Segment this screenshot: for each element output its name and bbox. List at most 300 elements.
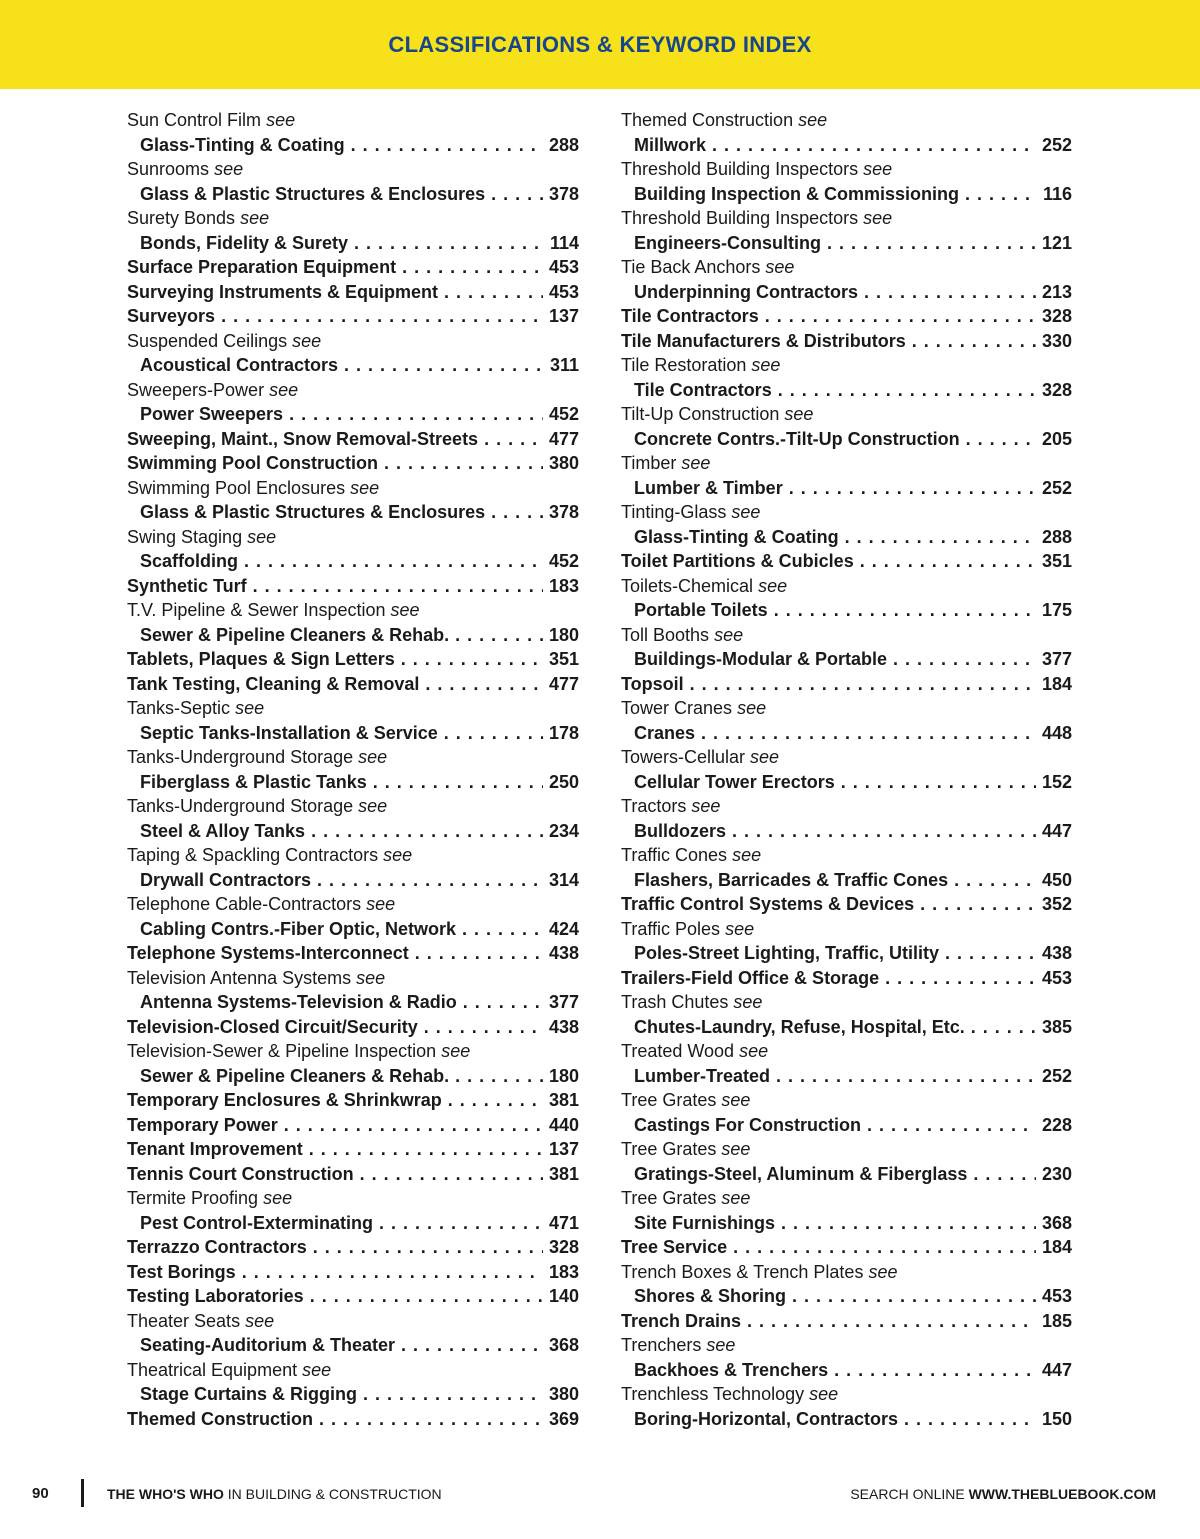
index-classification: Stage Curtains & Rigging xyxy=(140,1384,358,1404)
index-term: Traffic Poles xyxy=(621,918,721,939)
dot-leader xyxy=(726,819,1036,844)
index-see-entry xyxy=(621,353,1072,378)
dot-leader xyxy=(854,549,1036,574)
index-classification: Castings For Construction xyxy=(634,1114,862,1135)
page-reference: 330 xyxy=(1041,330,1072,351)
index-classification: Glass & Plastic Structures & Enclosures xyxy=(140,502,486,522)
see-reference: see xyxy=(263,1188,293,1208)
see-reference: see xyxy=(366,894,396,914)
see-reference: see xyxy=(441,1041,471,1061)
page-reference: 378 xyxy=(548,183,579,204)
page-reference: 453 xyxy=(1041,967,1072,988)
page-reference: 424 xyxy=(548,918,579,939)
index-entry xyxy=(127,647,579,672)
index-term: Toilets-Chemical xyxy=(621,575,754,596)
index-classification: Drywall Contractors xyxy=(140,869,312,890)
index-classification: Bonds, Fidelity & Surety xyxy=(140,232,349,253)
index-entry xyxy=(127,1088,579,1113)
see-reference: see xyxy=(721,1139,751,1159)
page-reference: 183 xyxy=(548,575,579,596)
index-term: Tile Restoration xyxy=(621,355,747,375)
index-term: Themed Construction xyxy=(621,110,794,130)
dot-leader xyxy=(786,1284,1036,1309)
page-reference: 252 xyxy=(1041,134,1072,155)
index-cross-reference xyxy=(621,941,1072,966)
index-cross-reference xyxy=(621,721,1072,746)
dot-leader xyxy=(247,574,543,599)
dot-leader xyxy=(449,1064,543,1089)
see-reference: see xyxy=(751,355,781,375)
dot-leader xyxy=(821,231,1036,256)
index-classification: Underpinning Contractors xyxy=(634,281,858,302)
index-classification: Site Furnishings xyxy=(634,1212,776,1233)
index-see-entry xyxy=(621,794,1072,819)
index-cross-reference xyxy=(127,231,579,256)
page-reference: 228 xyxy=(1041,1114,1072,1135)
index-classification: Terrazzo Contractors xyxy=(127,1237,307,1257)
index-cross-reference xyxy=(127,868,579,893)
index-term: Suspended Ceilings xyxy=(127,330,288,351)
dot-leader xyxy=(418,1015,543,1040)
index-entry xyxy=(127,255,579,280)
index-cross-reference xyxy=(127,402,579,427)
dot-leader xyxy=(768,598,1036,623)
dot-leader xyxy=(357,1382,543,1407)
dot-leader xyxy=(419,672,543,697)
index-classification: Power Sweepers xyxy=(140,404,284,424)
see-reference: see xyxy=(739,1041,769,1061)
index-entry xyxy=(621,672,1072,697)
index-cross-reference xyxy=(621,1064,1072,1089)
index-see-entry xyxy=(621,843,1072,868)
website-link[interactable]: WWW.THEBLUEBOOK.COM xyxy=(968,1486,1156,1502)
index-term: Tower Cranes xyxy=(621,698,733,718)
index-cross-reference xyxy=(621,770,1072,795)
index-term: Telephone Cable-Contractors xyxy=(127,894,362,914)
index-see-entry xyxy=(127,966,579,991)
see-reference: see xyxy=(245,1310,275,1331)
index-term: Trench Boxes & Trench Plates xyxy=(621,1261,864,1282)
header-banner xyxy=(0,0,1200,89)
index-cross-reference xyxy=(127,1064,579,1089)
index-cross-reference xyxy=(621,1407,1072,1432)
page-reference: 213 xyxy=(1041,281,1072,302)
index-see-entry xyxy=(621,623,1072,648)
see-reference: see xyxy=(358,796,388,816)
dot-leader xyxy=(373,1211,543,1236)
see-reference: see xyxy=(691,796,721,816)
index-cross-reference xyxy=(127,1333,579,1358)
index-entry xyxy=(127,1235,579,1260)
dot-leader xyxy=(879,966,1036,991)
page-reference: 234 xyxy=(548,820,579,841)
dot-leader xyxy=(305,819,543,844)
dot-leader xyxy=(741,1309,1036,1334)
index-classification: Building Inspection & Commissioning xyxy=(634,183,960,204)
index-entry xyxy=(127,1260,579,1285)
index-column-left xyxy=(127,108,579,1431)
dot-leader xyxy=(278,1113,543,1138)
index-entry xyxy=(621,966,1072,991)
index-see-entry xyxy=(621,255,1072,280)
page-reference: 380 xyxy=(548,1384,579,1404)
dot-leader xyxy=(727,1235,1036,1260)
dot-leader xyxy=(283,402,543,427)
see-reference: see xyxy=(809,1384,839,1404)
index-classification: Testing Laboratories xyxy=(127,1286,304,1306)
index-cross-reference xyxy=(621,1358,1072,1383)
index-term: Tanks-Septic xyxy=(127,698,231,718)
index-see-entry xyxy=(127,1039,579,1064)
dot-leader xyxy=(215,304,543,329)
index-term: Trash Chutes xyxy=(621,992,729,1012)
page-reference: 352 xyxy=(1041,894,1072,914)
dot-leader xyxy=(367,770,543,795)
index-see-entry xyxy=(127,476,579,501)
index-entry xyxy=(127,280,579,305)
index-see-entry xyxy=(127,1309,579,1334)
page-reference: 114 xyxy=(549,232,579,253)
index-term: Towers-Cellular xyxy=(621,747,746,767)
index-term: Trenchless Technology xyxy=(621,1384,805,1404)
page-reference: 252 xyxy=(1041,477,1072,498)
index-classification: Themed Construction xyxy=(127,1408,314,1429)
index-cross-reference xyxy=(621,868,1072,893)
index-cross-reference xyxy=(621,1211,1072,1236)
index-see-entry xyxy=(127,745,579,770)
see-reference: see xyxy=(714,624,744,645)
index-term: Taping & Spackling Contractors xyxy=(127,845,379,865)
see-reference: see xyxy=(750,747,780,767)
dot-leader xyxy=(348,231,544,256)
see-reference: see xyxy=(733,992,763,1012)
page-reference: 477 xyxy=(548,428,579,449)
page-reference: 116 xyxy=(1042,183,1072,204)
page-reference: 184 xyxy=(1041,1237,1072,1257)
index-see-entry xyxy=(621,1382,1072,1407)
index-cross-reference xyxy=(127,990,579,1015)
index-classification: Tile Manufacturers & Distributors xyxy=(621,330,906,351)
index-entry xyxy=(621,329,1072,354)
index-entry xyxy=(621,892,1072,917)
index-classification: Trench Drains xyxy=(621,1310,742,1331)
index-cross-reference xyxy=(127,182,579,207)
index-see-entry xyxy=(127,157,579,182)
index-term: Termite Proofing xyxy=(127,1188,259,1208)
see-reference: see xyxy=(868,1261,898,1282)
see-reference: see xyxy=(266,110,296,130)
page-reference: 385 xyxy=(1041,1016,1072,1037)
index-classification: Surveyors xyxy=(127,306,216,326)
index-classification: Pest Control-Exterminating xyxy=(140,1212,374,1233)
index-cross-reference xyxy=(127,353,579,378)
index-see-entry xyxy=(127,696,579,721)
dot-leader xyxy=(438,721,543,746)
see-reference: see xyxy=(721,1090,751,1110)
index-see-entry xyxy=(127,1358,579,1383)
index-classification: Toilet Partitions & Cubicles xyxy=(621,551,854,571)
page-reference: 314 xyxy=(548,869,579,890)
index-classification: Tablets, Plaques & Sign Letters xyxy=(127,649,395,669)
page-reference: 438 xyxy=(548,1016,579,1037)
dot-leader xyxy=(354,1162,543,1187)
index-classification: Lumber & Timber xyxy=(634,477,783,498)
dot-leader xyxy=(442,1088,543,1113)
index-cross-reference xyxy=(127,549,579,574)
index-classification: Sewer & Pipeline Cleaners & Rehab. xyxy=(140,624,450,645)
index-cross-reference xyxy=(621,280,1072,305)
index-term: Swimming Pool Enclosures xyxy=(127,477,346,498)
index-term: Toll Booths xyxy=(621,624,710,645)
page-reference: 183 xyxy=(548,1261,579,1282)
index-term: Tree Grates xyxy=(621,1139,717,1159)
index-cross-reference xyxy=(127,819,579,844)
see-reference: see xyxy=(269,379,299,400)
publication-name-bold: THE WHO'S WHO xyxy=(107,1486,224,1502)
index-classification: Tennis Court Construction xyxy=(127,1163,354,1184)
index-see-entry xyxy=(127,206,579,231)
see-reference: see xyxy=(383,845,413,865)
dot-leader xyxy=(485,182,543,207)
index-classification: Surface Preparation Equipment xyxy=(127,257,397,277)
index-classification: Cranes xyxy=(634,722,696,743)
publication-name xyxy=(107,1486,442,1502)
page-reference: 477 xyxy=(548,673,579,694)
index-term: Threshold Building Inspectors xyxy=(621,159,859,179)
dot-leader xyxy=(485,500,543,525)
index-term: Theater Seats xyxy=(127,1310,241,1331)
page-reference: 453 xyxy=(548,257,579,277)
dot-leader xyxy=(311,868,543,893)
page-number: 90 xyxy=(32,1485,49,1502)
page-reference: 205 xyxy=(1041,428,1072,449)
index-cross-reference xyxy=(621,231,1072,256)
index-see-entry xyxy=(621,1088,1072,1113)
page-reference: 438 xyxy=(548,943,579,963)
index-entry xyxy=(127,451,579,476)
page-reference: 452 xyxy=(548,551,579,571)
index-classification: Temporary Power xyxy=(127,1114,278,1135)
index-classification: Glass & Plastic Structures & Enclosures xyxy=(140,183,486,204)
page-reference: 178 xyxy=(548,722,579,743)
index-see-entry xyxy=(127,329,579,354)
dot-leader xyxy=(772,378,1036,403)
page-reference: 368 xyxy=(548,1335,579,1355)
see-reference: see xyxy=(390,600,420,620)
index-entry xyxy=(127,427,579,452)
index-term: Tractors xyxy=(621,796,687,816)
see-reference: see xyxy=(240,208,270,228)
index-classification: Swimming Pool Construction xyxy=(127,453,378,473)
dot-leader xyxy=(775,1211,1036,1236)
index-entry xyxy=(127,1137,579,1162)
index-cross-reference xyxy=(127,917,579,942)
see-reference: see xyxy=(681,453,711,473)
index-classification: Tank Testing, Cleaning & Removal xyxy=(127,673,420,694)
index-see-entry xyxy=(621,157,1072,182)
dot-leader xyxy=(948,868,1036,893)
index-classification: Acoustical Contractors xyxy=(140,355,339,375)
dot-leader xyxy=(684,672,1036,697)
dot-leader xyxy=(303,1137,543,1162)
page-reference: 447 xyxy=(1041,1359,1072,1380)
index-see-entry xyxy=(621,451,1072,476)
index-entry xyxy=(127,672,579,697)
dot-leader xyxy=(236,1260,543,1285)
index-see-entry xyxy=(621,696,1072,721)
index-cross-reference xyxy=(127,1211,579,1236)
see-reference: see xyxy=(737,698,767,718)
index-classification: Bulldozers xyxy=(634,820,727,841)
index-entry xyxy=(127,1113,579,1138)
index-classification: Portable Toilets xyxy=(634,600,768,620)
dot-leader xyxy=(967,1162,1036,1187)
publication-name-rest: IN BUILDING & CONSTRUCTION xyxy=(223,1486,442,1502)
page-reference: 150 xyxy=(1041,1408,1072,1429)
search-online-label: SEARCH ONLINE xyxy=(850,1486,969,1502)
index-classification: Lumber-Treated xyxy=(634,1065,771,1086)
page-reference: 381 xyxy=(548,1090,579,1110)
page-reference: 471 xyxy=(548,1212,579,1233)
search-online xyxy=(850,1486,1156,1502)
index-classification: Millwork xyxy=(634,134,707,155)
index-see-entry xyxy=(621,500,1072,525)
dot-leader xyxy=(238,549,543,574)
index-classification: Backhoes & Trenchers xyxy=(634,1359,829,1380)
page-reference: 448 xyxy=(1041,722,1072,743)
index-classification: Trailers-Field Office & Storage xyxy=(621,967,880,988)
page-reference: 180 xyxy=(548,1065,579,1086)
index-cross-reference xyxy=(621,1113,1072,1138)
page-reference: 252 xyxy=(1041,1065,1072,1086)
dot-leader xyxy=(695,721,1036,746)
index-see-entry xyxy=(621,574,1072,599)
page-reference: 450 xyxy=(1041,869,1072,890)
index-term: Theatrical Equipment xyxy=(127,1359,298,1380)
page-reference: 328 xyxy=(1041,379,1072,400)
see-reference: see xyxy=(725,918,755,939)
index-classification: Concrete Contrs.-Tilt-Up Construction xyxy=(634,428,960,449)
see-reference: see xyxy=(356,967,386,988)
dot-leader xyxy=(959,182,1037,207)
see-reference: see xyxy=(765,257,795,277)
dot-leader xyxy=(345,133,543,158)
index-classification: Telephone Systems-Interconnect xyxy=(127,943,409,963)
index-classification: Septic Tanks-Installation & Service xyxy=(140,722,438,743)
index-see-entry xyxy=(621,402,1072,427)
page-reference: 440 xyxy=(548,1114,579,1135)
index-cross-reference xyxy=(621,1284,1072,1309)
index-entry xyxy=(127,1162,579,1187)
page-reference: 377 xyxy=(1041,649,1072,669)
page-reference: 368 xyxy=(1041,1212,1072,1233)
index-term: Tanks-Underground Storage xyxy=(127,747,354,767)
index-classification: Glass-Tinting & Coating xyxy=(634,526,839,547)
page-reference: 288 xyxy=(1041,526,1072,547)
page-reference: 328 xyxy=(1041,306,1072,326)
index-classification: Gratings-Steel, Aluminum & Fiberglass xyxy=(634,1163,968,1184)
index-entry xyxy=(127,1284,579,1309)
page-reference: 378 xyxy=(548,502,579,522)
index-entry xyxy=(621,1309,1072,1334)
dot-leader xyxy=(960,427,1036,452)
page-reference: 311 xyxy=(549,355,579,375)
dot-leader xyxy=(438,280,543,305)
dot-leader xyxy=(939,941,1036,966)
index-classification: Chutes-Laundry, Refuse, Hospital, Etc. xyxy=(634,1016,965,1037)
page-reference: 452 xyxy=(548,404,579,424)
index-cross-reference xyxy=(621,476,1072,501)
index-classification: Sewer & Pipeline Cleaners & Rehab. xyxy=(140,1065,450,1086)
index-term: Sun Control Film xyxy=(127,110,262,130)
page-reference: 180 xyxy=(548,624,579,645)
dot-leader xyxy=(835,770,1036,795)
index-classification: Television-Closed Circuit/Security xyxy=(127,1016,418,1037)
page-reference: 380 xyxy=(548,453,579,473)
page-footer xyxy=(0,1477,1200,1511)
index-classification: Flashers, Barricades & Traffic Cones xyxy=(634,869,949,890)
index-classification: Engineers-Consulting xyxy=(634,232,822,253)
see-reference: see xyxy=(247,526,277,547)
index-term: Traffic Cones xyxy=(621,845,728,865)
index-column-right xyxy=(621,108,1072,1431)
index-see-entry xyxy=(621,1260,1072,1285)
index-cross-reference xyxy=(621,598,1072,623)
dot-leader xyxy=(313,1407,543,1432)
dot-leader xyxy=(304,1284,543,1309)
see-reference: see xyxy=(758,575,788,596)
index-classification: Tile Contractors xyxy=(621,306,759,326)
page-reference: 328 xyxy=(548,1237,579,1257)
index-classification: Traffic Control Systems & Devices xyxy=(621,894,915,914)
index-classification: Sweeping, Maint., Snow Removal-Streets xyxy=(127,428,479,449)
page-reference: 137 xyxy=(548,1139,579,1159)
page-reference: 230 xyxy=(1041,1163,1072,1184)
index-cross-reference xyxy=(127,1382,579,1407)
index-see-entry xyxy=(621,990,1072,1015)
index-entry xyxy=(621,304,1072,329)
index-see-entry xyxy=(621,206,1072,231)
page-reference: 152 xyxy=(1041,771,1072,792)
see-reference: see xyxy=(863,159,893,179)
index-cross-reference xyxy=(621,647,1072,672)
index-cross-reference xyxy=(621,182,1072,207)
index-term: Tinting-Glass xyxy=(621,502,727,522)
dot-leader xyxy=(449,623,543,648)
page-reference: 288 xyxy=(548,134,579,155)
index-classification: Poles-Street Lighting, Traffic, Utility xyxy=(634,943,940,963)
see-reference: see xyxy=(721,1188,751,1208)
index-see-entry xyxy=(127,108,579,133)
index-cross-reference xyxy=(127,500,579,525)
index-see-entry xyxy=(127,525,579,550)
index-see-entry xyxy=(127,892,579,917)
see-reference: see xyxy=(358,747,388,767)
dot-leader xyxy=(783,476,1036,501)
see-reference: see xyxy=(784,404,814,424)
index-entry xyxy=(621,549,1072,574)
dot-leader xyxy=(456,917,543,942)
index-cross-reference xyxy=(621,427,1072,452)
dot-leader xyxy=(478,427,543,452)
index-see-entry xyxy=(621,1137,1072,1162)
index-term: Timber xyxy=(621,453,677,473)
dot-leader xyxy=(409,941,543,966)
index-term: Sunrooms xyxy=(127,159,210,179)
index-classification: Cellular Tower Erectors xyxy=(634,771,835,792)
index-classification: Test Borings xyxy=(127,1261,236,1282)
index-term: Sweepers-Power xyxy=(127,379,265,400)
